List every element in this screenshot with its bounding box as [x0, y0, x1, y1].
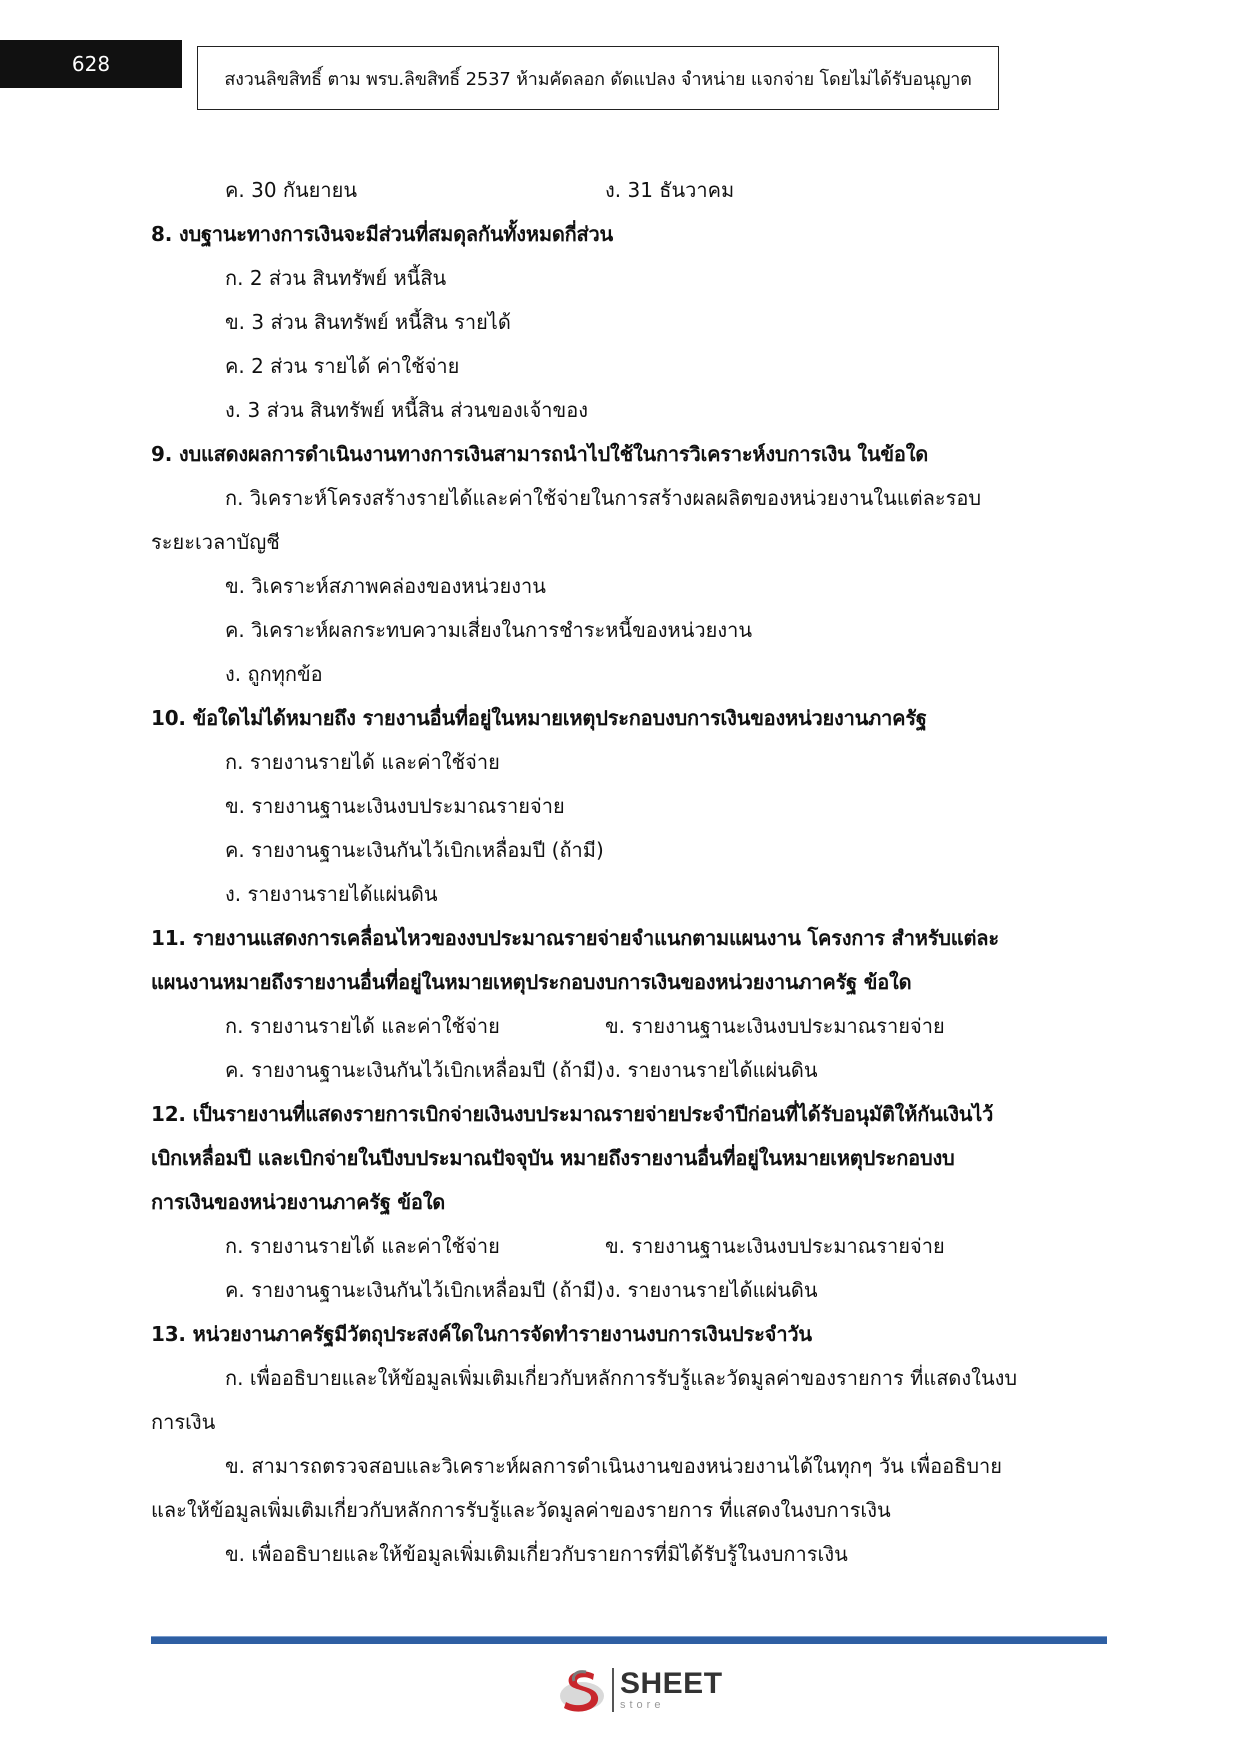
question-11-line-1: 11. รายงานแสดงการเคลื่อนไหวของงบประมาณรายจ่ายจำแนกตามแผนงาน โครงการ สำหรับแต่ละ: [151, 926, 999, 950]
q11-options-row-1: [151, 1004, 1071, 1048]
exam-content: [151, 168, 1071, 1576]
q13-option-c: ข. เพื่ออธิบายและให้ข้อมูลเพิ่มเติมเกี่ยวกับรายการที่มิได้รับรู้ในงบการเงิน: [225, 1542, 848, 1566]
q11-option-c: ค. รายงานฐานะเงินกันไว้เบิกเหลื่อมปี (ถ้ามี): [225, 1058, 604, 1082]
q12-options-row-1: [151, 1224, 1071, 1268]
q8-option-c: ค. 2 ส่วน รายได้ ค่าใช้จ่าย: [225, 354, 460, 378]
logo-separator: [612, 1668, 614, 1712]
question-12-line-2: เบิกเหลื่อมปี และเบิกจ่ายในปีงบประมาณปัจจุบัน หมายถึงรายงานอื่นที่อยู่ในหมายเหตุประกอบงบ: [151, 1146, 955, 1170]
q9-option-b: ข. วิเคราะห์สภาพคล่องของหน่วยงาน: [225, 574, 546, 598]
sheet-store-logo-icon: [556, 1664, 608, 1716]
sheet-store-logo: [556, 1660, 726, 1720]
q9-option-a: ก. วิเคราะห์โครงสร้างรายได้และค่าใช้จ่ายในการสร้างผลผลิตของหน่วยงานในแต่ละรอบ: [225, 486, 982, 510]
q13-option-b: ข. สามารถตรวจสอบและวิเคราะห์ผลการดำเนินงานของหน่วยงานได้ในทุกๆ วัน เพื่ออธิบาย: [225, 1454, 1002, 1478]
q10-option-b: ข. รายงานฐานะเงินงบประมาณรายจ่าย: [225, 794, 565, 818]
q12-options-row-2: [151, 1268, 1071, 1312]
question-11-line-2: แผนงานหมายถึงรายงานอื่นที่อยู่ในหมายเหตุประกอบงบการเงินของหน่วยงานภาครัฐ ข้อใด: [151, 970, 912, 994]
q9-option-c: ค. วิเคราะห์ผลกระทบความเสี่ยงในการชำระหนี้ของหน่วยงาน: [225, 618, 753, 642]
q8-option-a: ก. 2 ส่วน สินทรัพย์ หนี้สิน: [225, 266, 447, 290]
logo-sub: store: [620, 1699, 665, 1711]
copyright-notice: สงวนลิขสิทธิ์ ตาม พรบ.ลิขสิทธิ์ 2537 ห้ามคัดลอก ดัดแปลง จำหน่าย แจกจ่าย โดยไม่ได้รับอนุญาต: [197, 46, 999, 110]
q9-option-a-continued: ระยะเวลาบัญชี: [151, 530, 280, 554]
question-13: 13. หน่วยงานภาครัฐมีวัตถุประสงค์ใดในการจัดทำรายงานงบการเงินประจำวัน: [151, 1322, 812, 1346]
q10-option-c: ค. รายงานฐานะเงินกันไว้เบิกเหลื่อมปี (ถ้ามี): [225, 838, 604, 862]
question-12-line-3: การเงินของหน่วยงานภาครัฐ ข้อใด: [151, 1190, 446, 1214]
logo-wordmark: [620, 1669, 723, 1711]
q8-option-b: ข. 3 ส่วน สินทรัพย์ หนี้สิน รายได้: [225, 310, 511, 334]
q12-option-c: ค. รายงานฐานะเงินกันไว้เบิกเหลื่อมปี (ถ้ามี): [225, 1278, 604, 1302]
page-number: 628: [0, 40, 182, 88]
option-c: ค. 30 กันยายน: [225, 178, 358, 202]
q8-option-d: ง. 3 ส่วน สินทรัพย์ หนี้สิน ส่วนของเจ้าของ: [225, 398, 588, 422]
q11-options-row-2: [151, 1048, 1071, 1092]
q13-option-b-continued: และให้ข้อมูลเพิ่มเติมเกี่ยวกับหลักการรับรู้และวัดมูลค่าของรายการ ที่แสดงในงบการเงิน: [151, 1498, 891, 1522]
question-10: 10. ข้อใดไม่ได้หมายถึง รายงานอื่นที่อยู่ในหมายเหตุประกอบงบการเงินของหน่วยงานภาครัฐ: [151, 706, 927, 730]
question-8: 8. งบฐานะทางการเงินจะมีส่วนที่สมดุลกันทั้งหมดกี่ส่วน: [151, 222, 614, 246]
question-12-line-1: 12. เป็นรายงานที่แสดงรายการเบิกจ่ายเงินงบประมาณรายจ่ายประจำปีก่อนที่ได้รับอนุมัติให้กันเงินไว้: [151, 1102, 994, 1126]
logo-word: SHEET: [620, 1667, 723, 1700]
q9-option-d: ง. ถูกทุกข้อ: [225, 662, 323, 686]
q12-option-a: ก. รายงานรายได้ และค่าใช้จ่าย: [225, 1234, 500, 1258]
q10-option-a: ก. รายงานรายได้ และค่าใช้จ่าย: [225, 750, 500, 774]
q11-option-b: ข. รายงานฐานะเงินงบประมาณรายจ่าย: [605, 1014, 945, 1038]
q13-option-a: ก. เพื่ออธิบายและให้ข้อมูลเพิ่มเติมเกี่ยวกับหลักการรับรู้และวัดมูลค่าของรายการ ที่แสดงในงบ: [225, 1366, 1018, 1390]
q11-option-a: ก. รายงานรายได้ และค่าใช้จ่าย: [225, 1014, 500, 1038]
option-d: ง. 31 ธันวาคม: [605, 178, 735, 202]
q10-option-d: ง. รายงานรายได้แผ่นดิน: [225, 882, 438, 906]
q12-option-b: ข. รายงานฐานะเงินงบประมาณรายจ่าย: [605, 1234, 945, 1258]
footer-rule: [151, 1636, 1107, 1644]
question-9: 9. งบแสดงผลการดำเนินงานทางการเงินสามารถนำไปใช้ในการวิเคราะห์งบการเงิน ในข้อใด: [151, 442, 929, 466]
q12-option-d: ง. รายงานรายได้แผ่นดิน: [605, 1278, 818, 1302]
q13-option-a-continued: การเงิน: [151, 1410, 216, 1434]
q11-option-d: ง. รายงานรายได้แผ่นดิน: [605, 1058, 818, 1082]
carryover-options: [151, 168, 1071, 212]
